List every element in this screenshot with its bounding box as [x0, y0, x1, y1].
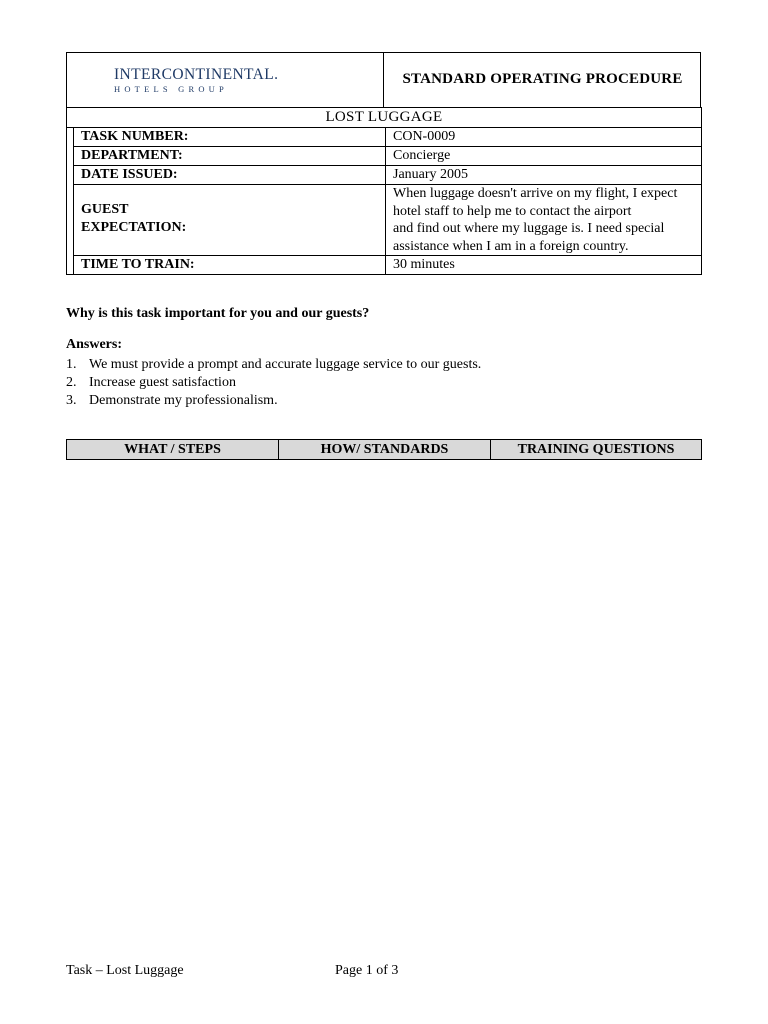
info-row-department — [74, 146, 701, 165]
guest-expectation-line: hotel staff to help me to contact the airport — [393, 203, 632, 219]
answer-text: Increase guest satisfaction — [89, 375, 236, 390]
guest-expectation-label-line1: GUEST — [81, 202, 129, 217]
task-number-label: TASK NUMBER: — [74, 128, 386, 146]
info-row-task-number — [74, 128, 701, 146]
column-header-how-standards: HOW/ STANDARDS — [279, 440, 491, 459]
logo-subtitle: HOTELS GROUP — [114, 84, 228, 94]
column-header-training-questions: TRAINING QUESTIONS — [517, 441, 675, 457]
intercontinental-logo — [108, 56, 279, 104]
task-number-value: CON-0009 — [393, 129, 456, 144]
guest-expectation-line: assistance when I am in a foreign country. — [393, 238, 629, 254]
footer-page-number: Page 1 of 3 — [335, 963, 399, 978]
answers-list — [66, 356, 481, 410]
steps-table-header — [66, 439, 702, 460]
date-issued-label: DATE ISSUED: — [74, 166, 386, 184]
answer-text: We must provide a prompt and accurate luggage service to our guests. — [89, 357, 482, 372]
sop-title: STANDARD OPERATING PROCEDURE — [402, 71, 683, 87]
list-item — [66, 356, 481, 374]
info-row-time-to-train — [74, 255, 701, 274]
guest-expectation-label — [74, 185, 386, 255]
list-number: 3. — [66, 393, 77, 408]
task-info-table — [66, 127, 702, 275]
time-to-train-value: 30 minutes — [393, 257, 455, 272]
date-issued-value: January 2005 — [393, 167, 469, 182]
info-row-date-issued — [74, 165, 701, 184]
guest-expectation-value — [386, 185, 701, 255]
info-row-guest-expectation — [74, 184, 701, 255]
list-number: 1. — [66, 357, 77, 372]
answer-text: Demonstrate my professionalism. — [89, 393, 278, 408]
guest-expectation-label-line2: EXPECTATION: — [81, 220, 187, 235]
column-header-what-steps: WHAT / STEPS — [67, 440, 279, 459]
department-label: DEPARTMENT: — [74, 147, 386, 165]
logo-wordmark: INTERCONTINENTAL. — [114, 65, 279, 83]
list-item — [66, 392, 481, 410]
importance-question: Why is this task important for you and our guests? — [66, 306, 370, 321]
list-number: 2. — [66, 375, 77, 390]
time-to-train-label: TIME TO TRAIN: — [74, 256, 386, 274]
task-title: LOST LUGGAGE — [66, 107, 702, 127]
guest-expectation-line: When luggage doesn't arrive on my flight, I expect — [393, 186, 678, 201]
footer-task-name: Task – Lost Luggage — [66, 963, 184, 978]
department-value: Concierge — [393, 148, 451, 163]
guest-expectation-line: and find out where my luggage is. I need special — [393, 221, 665, 236]
answers-label: Answers: — [66, 337, 122, 352]
list-item — [66, 374, 481, 392]
